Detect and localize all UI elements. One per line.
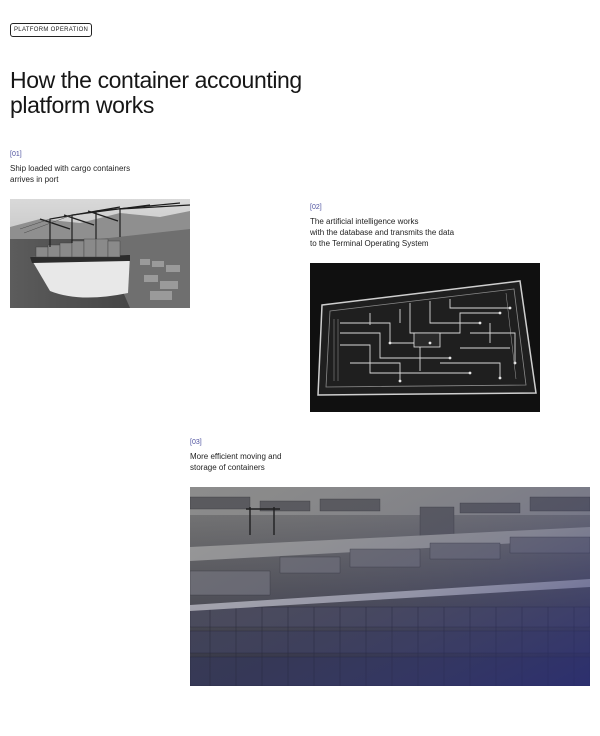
step-2-number: [02] xyxy=(310,204,322,211)
step-1-description xyxy=(10,163,130,185)
step-2-line-3: to the Terminal Operating System xyxy=(310,239,429,248)
cargo-ship-photo xyxy=(10,199,190,308)
container-yard-photo xyxy=(190,487,590,686)
page-title xyxy=(10,68,330,118)
step-3-description xyxy=(190,451,281,473)
step-2-description xyxy=(310,216,454,249)
step-3-number: [03] xyxy=(190,439,202,446)
step-2-line-2: with the database and transmits the data xyxy=(310,228,455,237)
step-1-number: [01] xyxy=(10,151,22,158)
section-badge: PLATFORM OPERATION xyxy=(10,23,92,37)
circuit-board-photo xyxy=(310,263,540,412)
title-line-1: How the container accounting xyxy=(10,67,302,93)
step-3-line-2: storage of containers xyxy=(190,463,265,472)
step-1-line-1: Ship loaded with cargo containers xyxy=(10,164,131,173)
step-3-line-1: More efficient moving and xyxy=(190,452,282,461)
title-line-2: platform works xyxy=(10,92,154,118)
step-1-line-2: arrives in port xyxy=(10,175,59,184)
step-2-line-1: The artificial intelligence works xyxy=(310,217,419,226)
